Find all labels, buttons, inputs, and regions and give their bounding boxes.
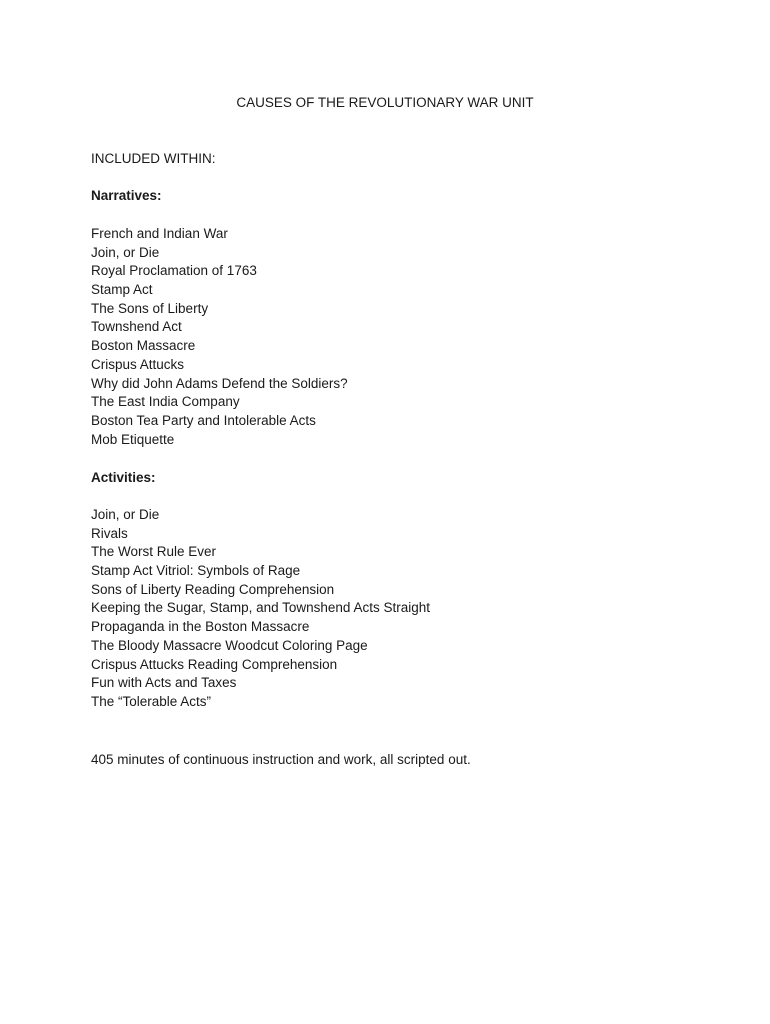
list-item: The Sons of Liberty — [91, 300, 209, 316]
list-item: Stamp Act Vitriol: Symbols of Rage — [91, 563, 301, 579]
list-item: The “Tolerable Acts” — [91, 693, 212, 709]
list-item: Townshend Act — [91, 319, 182, 335]
list-item: The Worst Rule Ever — [91, 544, 217, 560]
activities-list — [91, 506, 430, 712]
included-within-label: INCLUDED WITHIN: — [91, 151, 216, 166]
list-item: The East India Company — [91, 394, 240, 410]
list-item: French and Indian War — [91, 226, 228, 241]
list-item: Propaganda in the Boston Massacre — [91, 619, 310, 635]
list-item: Join, or Die — [91, 244, 160, 260]
list-item: Boston Tea Party and Intolerable Acts — [91, 412, 316, 428]
list-item: Crispus Attucks Reading Comprehension — [91, 656, 338, 672]
narratives-heading: Narratives: — [91, 188, 162, 203]
footer-note: 405 minutes of continuous instruction and work, all scripted out. — [91, 752, 471, 767]
list-item: Boston Massacre — [91, 338, 196, 354]
page-title: CAUSES OF THE REVOLUTIONARY WAR UNIT — [236, 95, 534, 110]
list-item: Mob Etiquette — [91, 431, 175, 447]
list-item: Crispus Attucks — [91, 356, 185, 372]
list-item: The Bloody Massacre Woodcut Coloring Page — [91, 637, 368, 653]
narratives-list — [91, 225, 348, 449]
list-item: Fun with Acts and Taxes — [91, 675, 237, 691]
list-item: Join, or Die — [91, 507, 160, 522]
list-item: Why did John Adams Defend the Soldiers? — [91, 375, 348, 391]
list-item: Stamp Act — [91, 282, 153, 298]
list-item: Royal Proclamation of 1763 — [91, 263, 257, 279]
activities-heading: Activities: — [91, 470, 156, 485]
list-item: Keeping the Sugar, Stamp, and Townshend Acts Straight — [91, 600, 430, 616]
list-item: Sons of Liberty Reading Comprehension — [91, 581, 335, 597]
list-item: Rivals — [91, 525, 128, 541]
